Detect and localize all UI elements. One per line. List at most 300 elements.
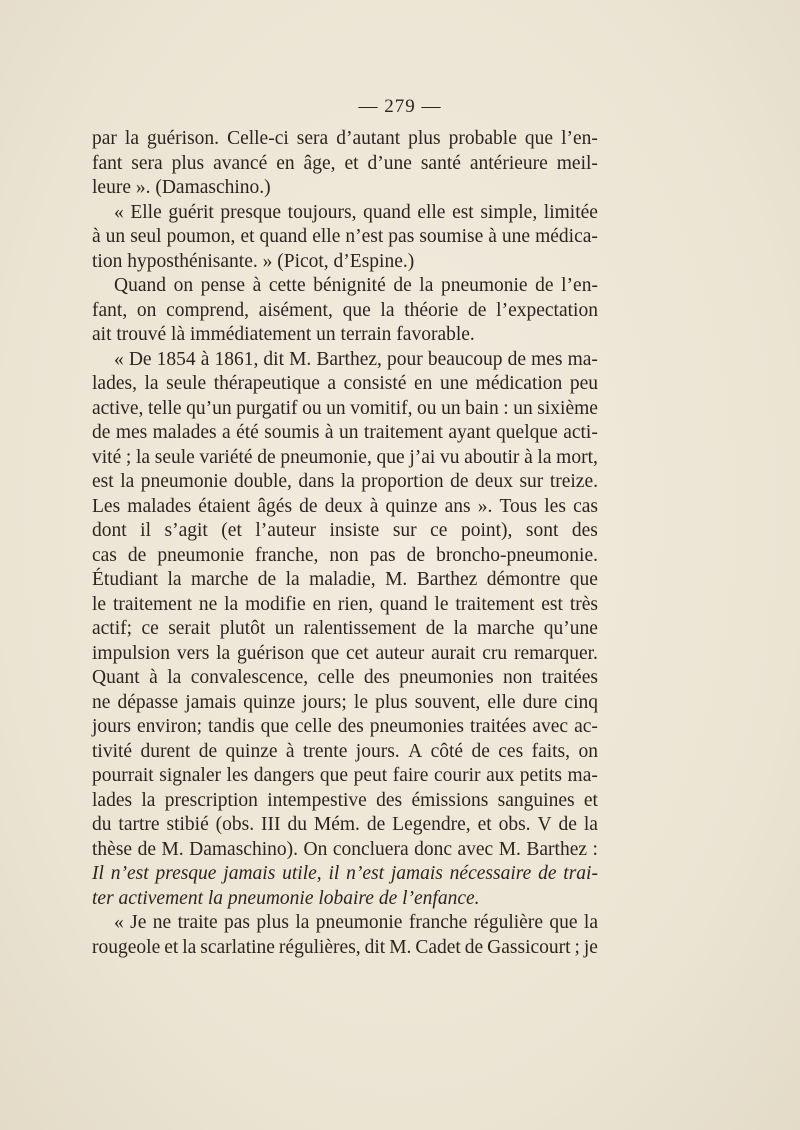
word: cas	[92, 544, 117, 566]
word: On	[303, 838, 328, 860]
word: signaler	[159, 765, 221, 786]
word: étaient	[198, 495, 251, 517]
text-line: ter activement la pneumonie lobaire de l’enfance.	[92, 887, 480, 909]
word: que	[342, 299, 371, 321]
word: du	[287, 814, 307, 835]
word: l’expectation	[496, 299, 598, 321]
word: de	[366, 814, 386, 835]
word: quand	[379, 593, 428, 615]
word: Mém.	[313, 814, 360, 835]
word: ayant	[448, 422, 491, 443]
word: faits,	[531, 740, 571, 762]
word: ne	[92, 691, 111, 713]
word: jamais	[185, 691, 237, 713]
word: côté	[430, 740, 464, 762]
word: point),	[460, 520, 513, 541]
word: tartre	[118, 814, 160, 835]
word: franche	[408, 912, 468, 933]
word: a	[327, 373, 337, 394]
word: des	[571, 520, 598, 541]
word: Je	[130, 912, 147, 933]
text-line	[92, 617, 598, 642]
word: les	[544, 495, 566, 517]
word: vité	[92, 446, 122, 468]
word: dont	[92, 520, 127, 541]
word: que	[260, 716, 289, 737]
word: «	[114, 201, 124, 223]
text-line	[92, 299, 598, 324]
word: je	[583, 936, 598, 958]
word: de	[471, 740, 490, 762]
word: courir	[433, 765, 481, 786]
word: V	[537, 814, 552, 835]
word: sont	[525, 520, 559, 541]
word: Celle-ci	[227, 128, 289, 149]
word: de	[538, 863, 557, 884]
word: une	[439, 373, 469, 394]
word: du	[92, 814, 112, 835]
word: la	[285, 569, 300, 590]
text-line	[92, 764, 598, 789]
word: aboutir	[464, 446, 520, 468]
word: il	[140, 520, 151, 541]
word: et	[583, 789, 598, 811]
word: cinq	[564, 691, 598, 713]
word: de	[127, 544, 147, 566]
word: M.	[389, 936, 412, 958]
word: M.	[289, 348, 312, 370]
word: jours	[92, 716, 131, 737]
word: quinze	[225, 740, 278, 762]
word: elle	[487, 691, 516, 713]
word: franche,	[255, 544, 319, 566]
word: de	[137, 838, 156, 860]
word: consisté	[343, 373, 407, 394]
word: variété	[199, 446, 253, 468]
word: 1854	[156, 348, 196, 370]
word: j’ai	[409, 446, 436, 468]
word: thèse	[92, 838, 133, 860]
word: on	[136, 299, 157, 321]
word: avec	[457, 838, 494, 860]
word: de	[198, 740, 218, 762]
word: deux	[324, 495, 363, 517]
word: ma-	[567, 348, 598, 370]
word: prescription	[164, 789, 258, 811]
word: stibié	[166, 814, 209, 835]
word: de	[425, 618, 445, 639]
word: Les	[92, 495, 121, 517]
word: sur	[392, 520, 417, 541]
word: peu	[569, 373, 598, 394]
word: à	[252, 275, 262, 296]
word: à	[369, 495, 379, 517]
word: purgatif	[236, 397, 298, 419]
text-line	[92, 911, 598, 936]
word: et	[344, 152, 359, 174]
word: pour	[386, 348, 423, 370]
word: à	[285, 740, 295, 762]
word: la	[120, 471, 135, 492]
word: vomitif,	[350, 397, 413, 419]
word: ces	[498, 740, 524, 762]
text-line	[92, 201, 598, 226]
text-line	[92, 862, 598, 887]
word: pneumonie	[440, 275, 528, 296]
word: aux	[486, 765, 515, 786]
word: faire	[392, 765, 429, 786]
word: presque	[155, 863, 217, 884]
word: trai-	[563, 863, 598, 884]
word: non	[329, 544, 359, 566]
word: :	[592, 838, 598, 860]
word: en	[414, 373, 433, 394]
word: quelque	[496, 422, 558, 443]
word: le	[92, 593, 107, 615]
word: jours;	[302, 691, 347, 713]
word: proportion	[361, 471, 444, 492]
word: a	[221, 422, 231, 443]
word: impulsion	[92, 642, 171, 664]
word: la	[216, 642, 231, 664]
word: pneumonies	[399, 667, 494, 688]
word: seule	[154, 446, 195, 468]
word: ;	[125, 446, 132, 468]
word: lades,	[92, 373, 137, 394]
word: 1861,	[214, 348, 259, 370]
word: ac-	[574, 716, 598, 737]
word: M.	[385, 569, 408, 590]
word: la	[537, 446, 552, 468]
word: double,	[233, 471, 292, 492]
text-line	[92, 495, 598, 520]
word: été	[236, 422, 259, 443]
text-line	[92, 225, 598, 250]
word: marche	[190, 569, 249, 590]
word: des	[337, 716, 364, 737]
word: que	[319, 765, 349, 786]
word: que	[376, 446, 405, 468]
word: cas	[573, 495, 598, 517]
word: un	[338, 422, 359, 443]
word: que	[569, 569, 598, 590]
word: pas	[224, 912, 251, 933]
word: Elle	[130, 201, 162, 223]
word: vu	[440, 446, 460, 468]
word: régulière	[473, 912, 543, 933]
word: malades	[127, 495, 192, 517]
word: la	[340, 471, 355, 492]
word: maladie,	[309, 569, 376, 590]
word: traitées	[541, 667, 598, 688]
word: n’est	[346, 863, 385, 884]
word: qu’un	[186, 397, 232, 419]
text-line	[92, 152, 598, 177]
word: médica-	[535, 226, 598, 247]
word: utile,	[282, 863, 322, 884]
text-line	[92, 740, 598, 765]
word: ».	[477, 495, 493, 517]
text-line	[92, 691, 598, 716]
word: un	[105, 226, 126, 247]
word: elle	[312, 226, 341, 247]
word: ma-	[567, 765, 598, 786]
word: dans	[298, 471, 335, 492]
word: et	[477, 814, 492, 835]
word: de	[257, 446, 276, 468]
word: malades	[152, 422, 217, 443]
word: bénignité	[313, 275, 386, 296]
text-line	[92, 642, 598, 667]
word: environ;	[137, 716, 203, 737]
word: est	[92, 471, 114, 492]
word: donc	[414, 838, 452, 860]
word: sera	[131, 152, 163, 174]
word: mes	[115, 422, 148, 443]
word: Étudiant	[92, 569, 159, 590]
word: plus	[171, 152, 205, 174]
word: ou	[417, 397, 437, 419]
word: seule	[166, 373, 207, 394]
word: Damaschino).	[189, 838, 298, 860]
word: régulières,	[278, 936, 361, 958]
word: plus	[408, 128, 441, 149]
text-line	[92, 544, 598, 569]
word: jamais	[390, 863, 443, 884]
text-line	[92, 593, 598, 618]
word: très	[569, 593, 598, 615]
word: intempestive	[267, 789, 367, 811]
text-line	[92, 127, 598, 152]
word: pneumonie	[140, 471, 228, 492]
word: mort,	[556, 446, 598, 468]
word: démontre	[486, 569, 561, 590]
page-number: — 279 —	[358, 96, 442, 117]
word: ;	[574, 936, 580, 958]
word: de	[468, 299, 487, 321]
word: à	[324, 422, 334, 443]
word: de	[507, 348, 527, 370]
word: émissions	[411, 789, 489, 811]
word: à	[524, 446, 533, 468]
word: Gassicourt	[487, 936, 571, 958]
word: scarlatine	[200, 936, 275, 958]
word: on	[173, 275, 194, 296]
word: guérison.	[147, 128, 220, 149]
word: la	[583, 814, 598, 835]
word: celle	[317, 667, 355, 688]
word: à	[200, 348, 210, 370]
word: bain	[465, 397, 499, 419]
word: s’agit	[164, 520, 208, 541]
word: «	[114, 348, 124, 370]
word: à	[488, 226, 497, 247]
word: par	[92, 128, 117, 149]
word: une	[501, 226, 531, 247]
word: un	[326, 397, 346, 419]
word: broncho-pneumonie.	[436, 544, 598, 566]
word: dure	[522, 691, 558, 713]
word: un	[513, 397, 533, 419]
word: aisément,	[258, 299, 333, 321]
word: âgés	[257, 495, 293, 517]
word: de	[450, 471, 469, 492]
word: Barthez,	[316, 348, 382, 370]
word: n’est	[345, 226, 384, 247]
word: d’autant	[336, 128, 401, 149]
word: treize.	[549, 471, 598, 492]
word: tivité	[92, 740, 133, 762]
word: petits	[519, 765, 562, 786]
text-line: tion hyposthénisante. » (Picot, d’Espine.)	[92, 250, 415, 272]
word: la	[167, 569, 182, 590]
text-line	[92, 348, 598, 373]
word: un	[274, 618, 295, 639]
word: aurait	[431, 642, 476, 664]
word: probable	[448, 128, 517, 149]
word: ce	[141, 618, 159, 639]
word: (obs.	[215, 814, 255, 835]
word: telle	[147, 397, 182, 419]
word: tandis	[208, 716, 255, 737]
text-line	[92, 838, 598, 863]
word: quinze	[243, 691, 296, 713]
word: n’est	[110, 863, 149, 884]
word: simple,	[480, 201, 538, 223]
word: peut	[353, 765, 388, 786]
word: De	[128, 348, 152, 370]
word: active,	[92, 397, 144, 419]
word: ans	[444, 495, 471, 517]
word: que	[524, 128, 554, 149]
word: on	[578, 740, 598, 762]
word: le	[353, 691, 368, 713]
text-line	[92, 715, 598, 740]
word: (et	[221, 520, 242, 541]
word: traitement	[363, 422, 443, 443]
word: ne	[198, 593, 218, 615]
word: antérieure	[469, 152, 548, 174]
text-line	[92, 936, 598, 961]
word: et	[240, 226, 255, 247]
word: pense	[200, 275, 246, 296]
word: actif;	[92, 618, 133, 639]
word: durent	[140, 740, 191, 762]
word: presque	[220, 201, 282, 223]
word: soumise	[419, 226, 484, 247]
word: en	[276, 152, 295, 174]
word: de	[299, 495, 318, 517]
word: à	[92, 226, 101, 247]
word: plus	[256, 912, 289, 933]
word: souvent,	[414, 691, 481, 713]
word: en	[312, 593, 331, 615]
page-body-text	[92, 127, 598, 960]
word: avec	[532, 716, 569, 737]
word: la	[453, 618, 468, 639]
word: obs.	[498, 814, 531, 835]
word: de	[406, 544, 426, 566]
text-line	[92, 274, 598, 299]
word: la	[583, 912, 598, 933]
word: thérapeutique	[213, 373, 320, 394]
word: sanguines	[497, 789, 575, 811]
word: santé	[420, 152, 461, 174]
text-line	[92, 568, 598, 593]
text-line	[92, 666, 598, 691]
word: Barthez	[416, 569, 478, 590]
word: rougeole	[92, 936, 161, 958]
word: trente	[302, 740, 348, 762]
word: vers	[176, 642, 210, 664]
word: de	[92, 422, 111, 443]
word: fant	[92, 152, 123, 174]
word: modifie	[245, 593, 306, 615]
word: quinze	[385, 495, 438, 517]
word: est	[541, 593, 563, 615]
word: remarquer.	[513, 642, 598, 664]
word: limitée	[543, 201, 598, 223]
word: III	[261, 814, 281, 835]
word: insiste	[329, 520, 380, 541]
word: l’en-	[561, 128, 598, 149]
word: elle	[417, 201, 446, 223]
word: ne	[152, 912, 172, 933]
word: pas	[369, 544, 396, 566]
word: jamais	[223, 863, 276, 884]
word: convalescence,	[190, 667, 309, 688]
text-line	[92, 813, 598, 838]
word: serait	[168, 618, 211, 639]
word: ce	[430, 520, 448, 541]
word: est	[452, 201, 474, 223]
word: Cadet	[415, 936, 461, 958]
word: que	[311, 642, 340, 664]
word: toujours,	[287, 201, 357, 223]
word: la	[295, 912, 310, 933]
word: l’auteur	[255, 520, 316, 541]
word: traitées	[470, 716, 527, 737]
word: âge,	[303, 152, 336, 174]
text-line	[92, 519, 598, 544]
word: cette	[268, 275, 306, 296]
word: concluera	[332, 838, 409, 860]
word: sur	[519, 471, 544, 492]
word: avancé	[213, 152, 268, 174]
word: cet	[345, 642, 369, 664]
word: de	[558, 814, 577, 835]
word: de	[257, 569, 277, 590]
word: pneumonies	[369, 716, 464, 737]
word: la	[419, 275, 434, 296]
word: meil-	[556, 152, 598, 174]
word: quand	[363, 201, 411, 223]
word: la	[136, 446, 151, 468]
text-line	[92, 372, 598, 397]
word: rien,	[337, 593, 374, 615]
word: le	[434, 593, 449, 615]
word: la	[182, 936, 197, 958]
word: l’en-	[561, 275, 598, 296]
word: pneumonie,	[280, 446, 372, 468]
word: médication	[475, 373, 563, 394]
word: plus	[375, 691, 408, 713]
word: soumis	[264, 422, 320, 443]
word: traitement	[112, 593, 192, 615]
word: :	[503, 397, 509, 419]
word: d’une	[367, 152, 412, 174]
word: un	[441, 397, 461, 419]
